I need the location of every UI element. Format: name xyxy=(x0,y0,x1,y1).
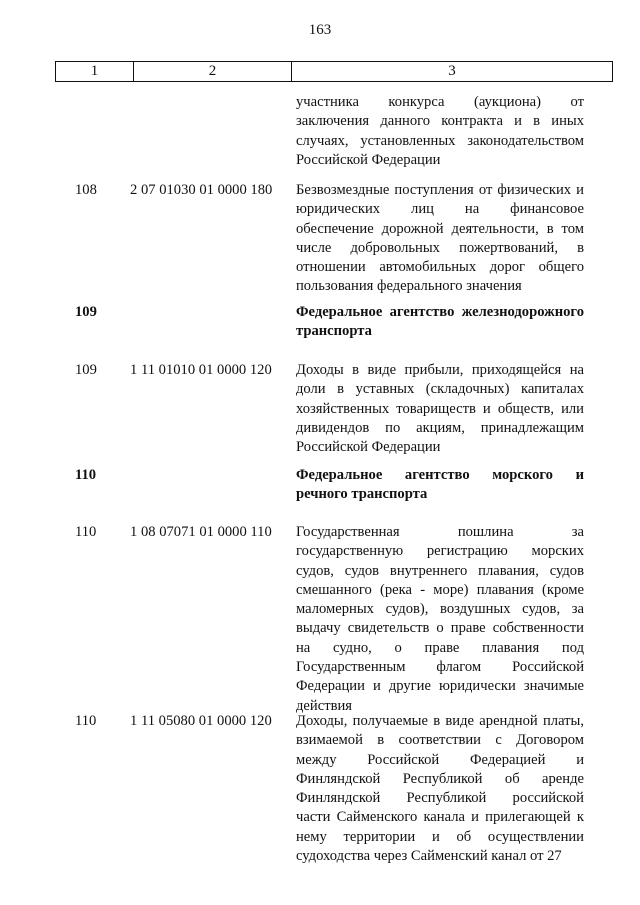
budget-code: 2 07 01030 01 0000 180 xyxy=(130,182,273,198)
description-line: Федеральное агентство железнодорожного xyxy=(296,304,584,320)
description-line: маломерных судов), воздушных судов, за xyxy=(296,601,584,618)
description-line: обеспечение дорожной деятельности, в том xyxy=(296,220,584,237)
description-line: юридических лиц на финансовое xyxy=(296,201,584,218)
description-line: Государственным флагом Российской xyxy=(296,659,584,676)
header-col-1: 1 xyxy=(56,62,134,81)
description-line: на судно, о праве плавания под xyxy=(296,639,584,656)
description-line: судов, судов внутреннего плавания, судов xyxy=(296,562,584,579)
row-description xyxy=(296,466,584,505)
description-line: Финляндской Республикой российской xyxy=(296,790,584,807)
row-description xyxy=(296,523,584,716)
description-line: отношении автомобильных дорог общего xyxy=(296,259,584,276)
budget-code: 1 11 01010 01 0000 120 xyxy=(130,362,272,378)
description-line: Доходы в виде прибыли, приходящейся на xyxy=(296,362,584,378)
row-description xyxy=(296,361,584,457)
row-description xyxy=(296,93,584,170)
description-line: заключения данного контракта и в иных xyxy=(296,113,584,130)
page-number: 163 xyxy=(308,22,332,38)
description-line: участника конкурса (аукциона) от xyxy=(296,94,584,110)
description-line: части Сайменского канала и прилегающей к xyxy=(296,809,584,826)
row-number: 110 xyxy=(75,713,97,729)
description-line: действия xyxy=(296,697,352,714)
description-line: пользования федерального значения xyxy=(296,278,522,295)
description-line: нему территории и об осуществлении xyxy=(296,828,584,845)
row-description xyxy=(296,181,584,297)
description-line: Федерации и другие юридически значимые xyxy=(296,678,584,695)
table-header xyxy=(55,61,613,82)
description-line: речного транспорта xyxy=(296,486,428,503)
row-description xyxy=(296,712,584,866)
description-line: Государственная пошлина за xyxy=(296,524,584,540)
description-line: смешанного (река - море) плавания (кроме xyxy=(296,581,584,598)
description-line: выдачу свидетельств о праве собственности xyxy=(296,620,584,637)
row-number: 108 xyxy=(75,182,97,198)
description-line: взимаемой в соответствии с Договором xyxy=(296,732,584,749)
budget-code: 1 11 05080 01 0000 120 xyxy=(130,713,272,729)
budget-code: 1 08 07071 01 0000 110 xyxy=(130,524,272,540)
description-line: Российской Федерации xyxy=(296,151,441,168)
header-col-3: 3 xyxy=(448,63,456,79)
description-line: хозяйственных товариществ и обществ, или xyxy=(296,400,584,417)
description-line: случаях, установленных законодательством xyxy=(296,132,584,149)
description-line: Безвозмездные поступления от физических и xyxy=(296,182,584,198)
description-line: Доходы, получаемые в виде арендной платы, xyxy=(296,713,584,729)
row-number: 110 xyxy=(75,524,97,540)
description-line: между Российской Федерацией и xyxy=(296,751,584,768)
description-line: доли в уставных (складочных) капиталах xyxy=(296,381,584,398)
row-description xyxy=(296,303,584,342)
description-line: числе добровольных пожертвований, в xyxy=(296,239,584,256)
row-number: 109 xyxy=(75,304,97,320)
description-line: Российской Федерации xyxy=(296,439,441,456)
description-line: транспорта xyxy=(296,323,372,340)
description-line: Федеральное агентство морского и xyxy=(296,467,584,483)
description-line: судоходства через Сайменский канал от 27 xyxy=(296,848,562,865)
description-line: государственную регистрацию морских xyxy=(296,543,584,560)
row-number: 110 xyxy=(75,467,97,483)
description-line: Финляндской Республикой об аренде xyxy=(296,770,584,787)
row-number: 109 xyxy=(75,362,97,378)
header-col-2: 2 xyxy=(134,62,292,81)
description-line: дивидендов по акциям, принадлежащим xyxy=(296,419,584,436)
